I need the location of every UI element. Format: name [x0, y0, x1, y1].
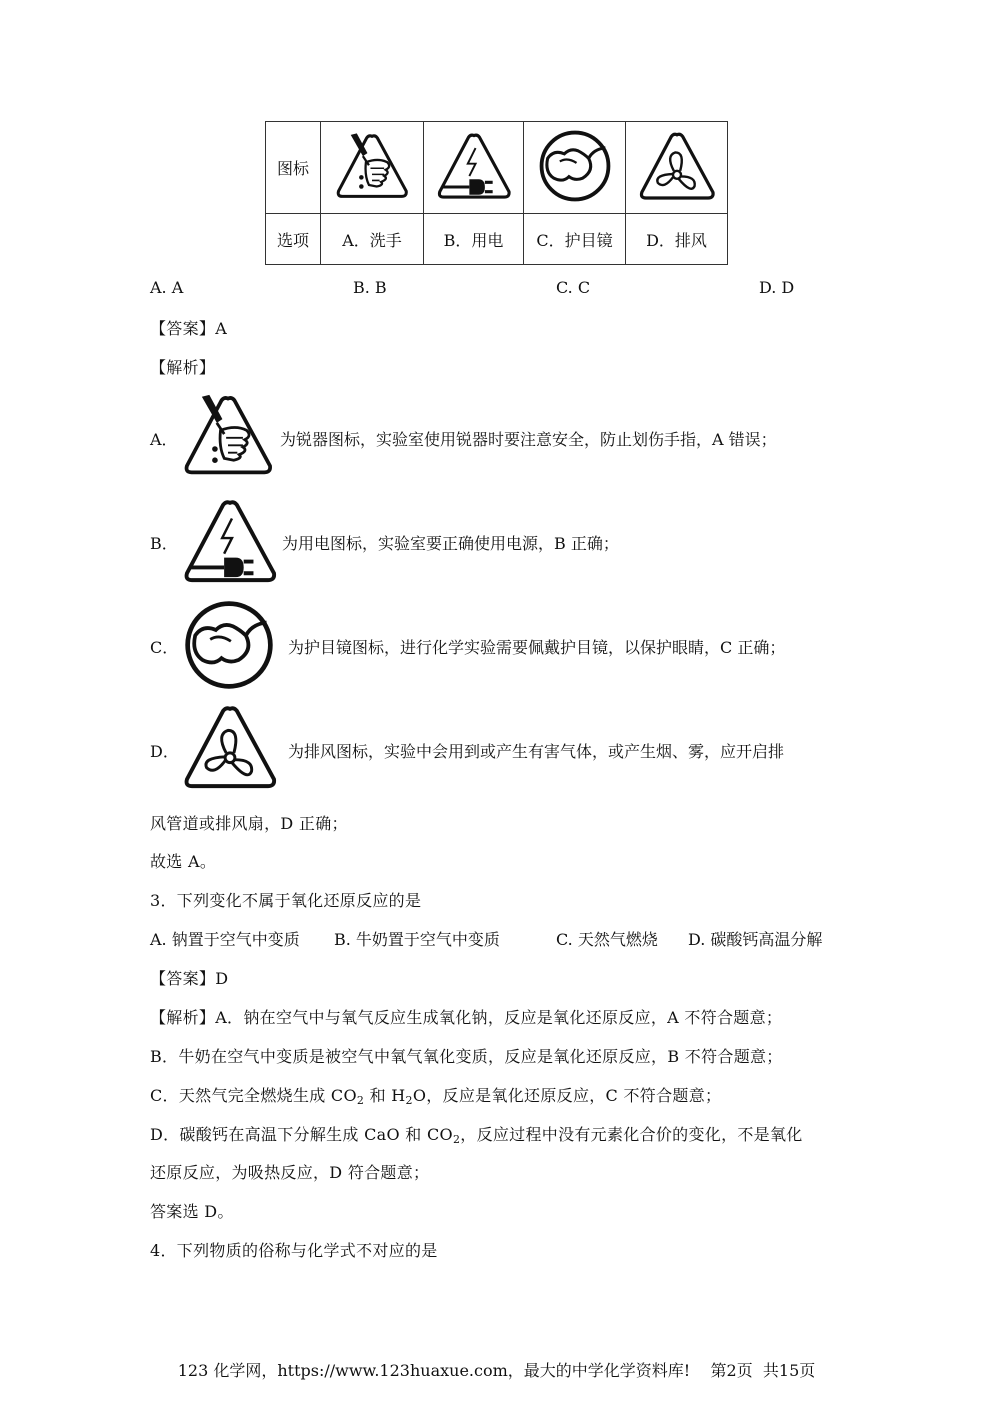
page-footer: 123 化学网，https://www.123huaxue.com，最大的中学化学资料库! 第2页 共15页 [177, 1361, 816, 1380]
analysis-a-prefix: A． [150, 430, 178, 449]
q3-analysis-b: B．牛奶在空气中变质是被空气中氧气氧化变质，反应是氧化还原反应，B 不符合题意； [150, 1047, 783, 1066]
q3-analysis-d: D．碳酸钙在高温下分解生成 CaO 和 $CO_2$，反应过程中没有元素化合价的变化，不是氧化 [150, 1125, 803, 1146]
fan-icon [636, 130, 718, 202]
q4-stem: 4．下列物质的俗称与化学式不对应的是 [150, 1241, 438, 1260]
option-label: D．排风 [626, 214, 728, 265]
choice-a: A. A [150, 278, 184, 297]
table-row2-header: 选项 [266, 214, 321, 265]
analysis-b-text: 为用电图标，实验室要正确使用电源，B 正确； [282, 534, 619, 553]
fan-icon [180, 703, 280, 791]
q2-answer: 【答案】A [150, 319, 228, 338]
choice-c: C. C [556, 278, 591, 297]
knife-hand-icon [180, 393, 276, 477]
analysis-b-prefix: B． [150, 534, 178, 553]
electric-plug-icon [435, 131, 513, 201]
q2-conclusion: 故选 A。 [150, 852, 217, 871]
q3-choice-c: C. 天然气燃烧 [556, 930, 658, 949]
choice-b: B. B [353, 278, 387, 297]
analysis-c-prefix: C． [150, 638, 179, 657]
q3-stem: 3．下列变化不属于氧化还原反应的是 [150, 891, 422, 910]
q3-analysis-c: C．天然气完全燃烧生成 $CO_2$ 和 $H_2O$，反应是氧化还原反应，C 不符合题意； [150, 1086, 722, 1107]
analysis-d-text: 为排风图标，实验中会用到或产生有害气体，或产生烟、雾，应开启排 [288, 742, 785, 761]
q3-analysis-d-cont: 还原反应，为吸热反应，D 符合题意； [150, 1163, 430, 1182]
q3-choice-a: A. 钠置于空气中变质 [150, 930, 300, 949]
q3-conclusion: 答案选 D。 [150, 1202, 234, 1221]
analysis-d-prefix: D． [150, 742, 179, 761]
q3-choice-b: B. 牛奶置于空气中变质 [334, 930, 500, 949]
analysis-c-text: 为护目镜图标，进行化学实验需要佩戴护目镜，以保护眼睛，C 正确； [288, 638, 786, 657]
option-label: B．用电 [424, 214, 524, 265]
option-label: A．洗手 [321, 214, 424, 265]
electric-plug-icon [180, 497, 280, 585]
table-row1-header: 图标 [266, 122, 321, 214]
icon-table [265, 121, 728, 265]
analysis-a-text: 为锐器图标，实验室使用锐器时要注意安全，防止划伤手指，A 错误； [280, 430, 777, 449]
option-label: C．护目镜 [524, 214, 626, 265]
analysis-d-continuation: 风管道或排风扇，D 正确； [150, 814, 348, 833]
goggles-icon [537, 128, 613, 204]
q3-answer: 【答案】D [150, 969, 229, 988]
q3-analysis-a: 【解析】A．钠在空气中与氧气反应生成氧化钠，反应是氧化还原反应，A 不符合题意； [150, 1008, 783, 1027]
goggles-icon [182, 598, 276, 692]
choice-d: D. D [759, 278, 795, 297]
q3-choice-d: D. 碳酸钙高温分解 [688, 930, 823, 949]
q2-analysis-title: 【解析】 [150, 358, 216, 377]
knife-hand-icon [334, 131, 410, 201]
